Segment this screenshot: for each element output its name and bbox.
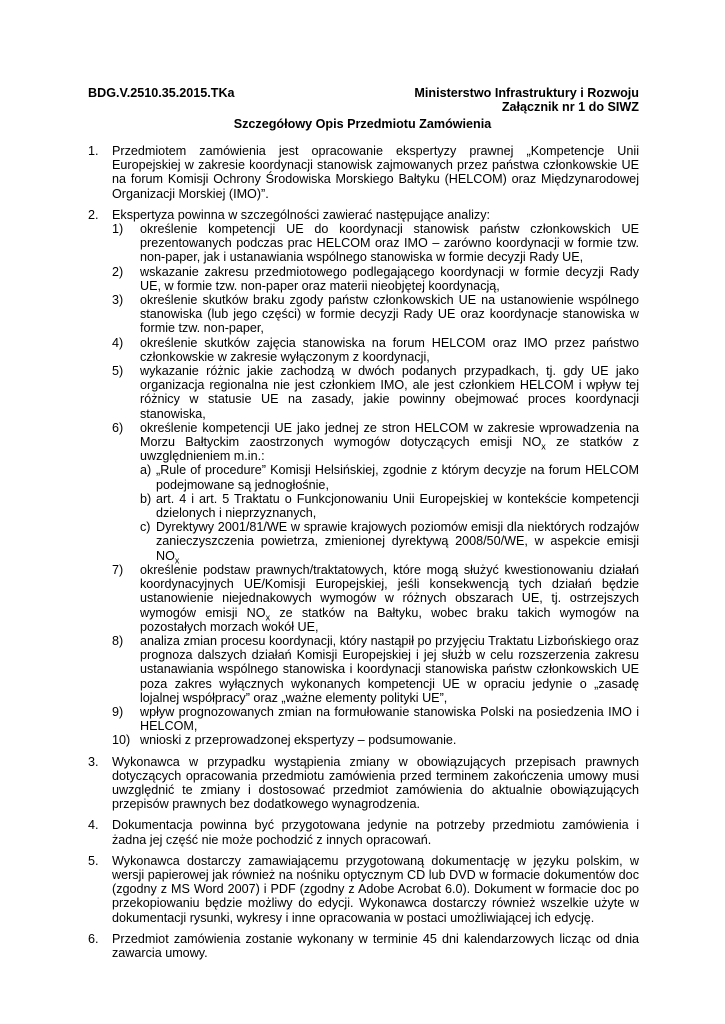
list-item: 3. Wykonawca w przypadku wystąpienia zmiany w obowiązujących przepisach prawnych dotyczących opracowania przedmiotu zamówienia przed terminem zakończenia umowy musi uwzględnić te zmiany i dostosować przedmiot zamówienia do aktualnie obowiązujących przepisów prawnych bez dodatkowego wynagrodzenia. bbox=[88, 754, 639, 812]
list-item: 1. Przedmiotem zamówienia jest opracowanie ekspertyzy prawnej „Kompetencje Unii Europejskiej w zakresie koordynacji stanowisk zajmowanych przez państwa członkowskie UE na forum Komisji Ochrony Środowiska Morskiego Bałtyku (HELCOM) oraz Międzynarodowej Organizacji Morskiej (IMO)”. bbox=[88, 144, 639, 201]
reference-number: BDG.V.2510.35.2015.TKa bbox=[88, 86, 235, 100]
page-title: Szczegółowy Opis Przedmiotu Zamówienia bbox=[233, 117, 492, 131]
document-body bbox=[88, 144, 639, 967]
attachment-label: Załącznik nr 1 do SIWZ bbox=[501, 100, 639, 115]
analysis-item: 8) analiza zmian procesu koordynacji, który nastąpił po przyjęciu Traktatu Lizbońskiego oraz prognoza dalszych działań Komisji Europejskiej i jej służb w celu rozszerzenia zakresu ustanawiania wspólnego stanowiska i koordynacji stanowiska państw członkowskich UE poza zakres wyłącznych wykonanych kompetencji UE w opraciu jedynie o „zasadę lojalnej współpracy” oraz „ważne elementy polityki UE”, bbox=[112, 633, 639, 705]
list-item: 5. Wykonawca dostarczy zamawiającemu przygotowaną dokumentację w języku polskim, w wersji papierowej jak również na nośniku optycznym CD lub DVD w formacie dokumentów doc (zgodny z MS Word 2007) i PDF (zgodny z Adobe Acrobat 6.0). Dokument w formacie doc po przekopiowaniu będzie możliwy do edycji. Wykonawca dostarczy również wszelkie użyte w dokumentacji rysunki, wykresy i inne opracowania w postaci umożliwiającej ich edycję. bbox=[88, 853, 639, 925]
analysis-item: 4) określenie skutków zajęcia stanowiska na forum HELCOM oraz IMO przez państwo członkowskie w zakresie wyłączonym z koordynacji, bbox=[112, 335, 639, 364]
analysis-item: 5) wykazanie różnic jakie zachodzą w dwóch podanych przypadkach, tj. gdy UE jako organizacja regionalna nie jest członkiem IMO, ale jest członkiem HELCOM i wpływ tej różnicy w statusie UE na zasady, jakie powinny obejmować proces koordynacji stanowiska, bbox=[112, 364, 639, 421]
list-item: 2. Ekspertyza powinna w szczególności zawierać następujące analizy: 1) określenie kompetencji UE do koordynacji stanowisk państw członkowskich UE prezentowanych podczas prac HELCOM oraz IMO – zarówno koordynacji w formie tzw. non-paper, jak i ustanawiania wspólnego stanowiska w formie decyzji Rady UE, 2) wskazanie zakresu przedmiotowego podlegającego koordynacji w formie decyzji Rady UE, w formie tzw. non-paper oraz materii nieobjętej koordynacją, 3) określenie skutków braku zgody państw członkowskich UE na ustanowienie wspólnego stanowiska (lub jego części) w formie decyzji Rady UE oraz koordynacje stanowiska w formie tzw. non-paper, 4) określenie skutków zajęcia stanowiska na forum HELCOM oraz IMO przez państwo członkowskie w zakresie wyłączonym z koordynacji, 5) wykazanie różnic jakie zachodzą w dwóch podanych przypadkach, tj. gdy UE jako organizacja regionalna nie jest członkiem IMO, ale jest członkiem HELCOM i wpływ tej różnicy w statusie UE na zasady, jakie powinny obejmować proces koordynacji stanowiska, 6) określenie kompetencji UE jako jednej ze stron HELCOM w zakresie wprowadzenia na Morzu Bałtyckim zaostrzonych wymogów dotyczących emisji $NO_x$ ze statków z uwzględnieniem m.in.: a) „Rule of procedure” Komisji Helsińskiej, zgodnie z którym decyzje na forum HELCOM podejmowane są jednogłośnie, b) art. 4 i art. 5 Traktatu o Funkcjonowaniu Unii Europejskiej w kontekście kompetencji dzielonych i nieprzyznanych, c) Dyrektywy 2001/81/WE w sprawie krajowych poziomów emisji dla niektórych rodzajów zanieczyszczenia powietrza, zmienionej dyrektywą 2008/50/WE, w aspekcie emisji $NO_x$ 7) określenie podstaw prawnych/traktatowych, które mogą służyć kwestionowaniu działań koordynacyjnych UE/Komisji Europejskiej, jeśli konsekwencją tych działań będzie ustanowienie niejednakowych wymogów w różnych obszarach UE, tj. ostrzejszych wymogów emisji $NO_x$ ze statków na Bałtyku, wobec braku takich wymogów na pozostałych morzach wokół UE, 8) analiza zmian procesu koordynacji, który nastąpił po przyjęciu Traktatu Lizbońskiego oraz prognoza dalszych działań Komisji Europejskiej i jej służb w celu rozszerzenia zakresu ustanawiania wspólnego stanowiska i koordynacji stanowiska państw członkowskich UE poza zakres wyłącznych wykonanych kompetencji UE w opraciu jedynie o „zasadę lojalnej współpracy” oraz „ważne elementy polityki UE”, 9) wpływ prognozowanych zmian na formułowanie stanowiska Polski na posiedzenia IMO i HELCOM, 10) wnioski z przeprowadzonej ekspertyzy – podsumowanie. bbox=[88, 207, 639, 748]
analysis-item: 6) określenie kompetencji UE jako jednej ze stron HELCOM w zakresie wprowadzenia na Morzu Bałtyckim zaostrzonych wymogów dotyczących emisji $NO_x$ ze statków z uwzględnieniem m.in.: a) „Rule of procedure” Komisji Helsińskiej, zgodnie z którym decyzje na forum HELCOM podejmowane są jednogłośnie, b) art. 4 i art. 5 Traktatu o Funkcjonowaniu Unii Europejskiej w kontekście kompetencji dzielonych i nieprzyznanych, c) Dyrektywy 2001/81/WE w sprawie krajowych poziomów emisji dla niektórych rodzajów zanieczyszczenia powietrza, zmienionej dyrektywą 2008/50/WE, w aspekcie emisji $NO_x$ bbox=[112, 420, 639, 566]
subpoint-item: c) Dyrektywy 2001/81/WE w sprawie krajowych poziomów emisji dla niektórych rodzajów zanieczyszczenia powietrza, zmienionej dyrektywą 2008/50/WE, w aspekcie emisji $NO_x$ bbox=[140, 520, 639, 566]
analysis-item: 10) wnioski z przeprowadzonej ekspertyzy – podsumowanie. bbox=[112, 733, 457, 748]
analysis-item: 2) wskazanie zakresu przedmiotowego podlegającego koordynacji w formie decyzji Rady UE, w formie tzw. non-paper oraz materii nieobjętej koordynacją, bbox=[112, 264, 639, 293]
list-item: 4. Dokumentacja powinna być przygotowana jedynie na potrzeby przedmiotu zamówienia i żadna jej część nie może pochodzić z innych opracowań. bbox=[88, 818, 639, 847]
subpoint-item: a) „Rule of procedure” Komisji Helsińskiej, zgodnie z którym decyzje na forum HELCOM podejmowane są jednogłośnie, bbox=[140, 463, 639, 492]
subpoint-item: b) art. 4 i art. 5 Traktatu o Funkcjonowaniu Unii Europejskiej w kontekście kompetencji dzielonych i nieprzyznanych, bbox=[140, 491, 639, 521]
list-item: 6. Przedmiot zamówienia zostanie wykonany w terminie 45 dni kalendarzowych licząc od dnia zawarcia umowy. bbox=[88, 931, 639, 960]
analysis-item: 3) określenie skutków braku zgody państw członkowskich UE na ustanowienie wspólnego stanowiska (lub jego części) w formie decyzji Rady UE oraz koordynacje stanowiska w formie tzw. non-paper, bbox=[112, 293, 639, 336]
document-header bbox=[88, 86, 639, 114]
analysis-item: 9) wpływ prognozowanych zmian na formułowanie stanowiska Polski na posiedzenia IMO i HELCOM, bbox=[112, 704, 639, 734]
analysis-item: 7) określenie podstaw prawnych/traktatowych, które mogą służyć kwestionowaniu działań koordynacyjnych UE/Komisji Europejskiej, jeśli konsekwencją tych działań będzie ustanowienie niejednakowych wymogów w różnych obszarach UE, tj. ostrzejszych wymogów emisji $NO_x$ ze statków na Bałtyku, wobec braku takich wymogów na pozostałych morzach wokół UE, bbox=[112, 562, 639, 634]
ministry-name: Ministerstwo Infrastruktury i Rozwoju bbox=[414, 86, 639, 100]
analysis-item: 1) określenie kompetencji UE do koordynacji stanowisk państw członkowskich UE prezentowanych podczas prac HELCOM oraz IMO – zarówno koordynacji w formie tzw. non-paper, jak i ustanawiania wspólnego stanowiska w formie decyzji Rady UE, bbox=[112, 222, 639, 265]
